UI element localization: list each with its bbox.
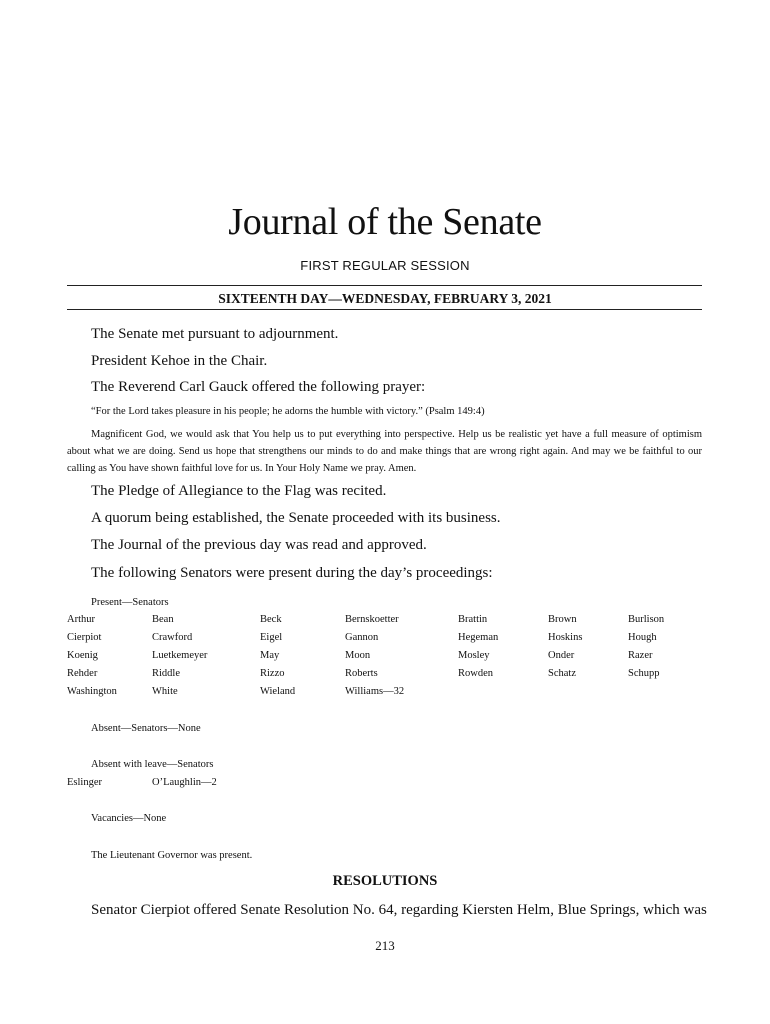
page-title: Journal of the Senate: [228, 201, 542, 243]
senator-name: Beck: [260, 614, 282, 625]
present-label: Present—Senators: [91, 597, 169, 608]
journal-approved-line: The Journal of the previous day was read and approved.: [91, 537, 427, 553]
prayer-intro-line: The Reverend Carl Gauck offered the following prayer:: [91, 379, 426, 395]
senator-name: Brown: [548, 614, 577, 625]
senator-name: Crawford: [152, 632, 193, 643]
senator-name: Koenig: [67, 650, 98, 661]
vacancies-line: Vacancies—None: [91, 813, 167, 824]
senator-name: Schatz: [548, 668, 576, 679]
senator-name: Riddle: [152, 668, 180, 679]
top-rule: [67, 285, 702, 286]
senator-name: Moon: [345, 650, 371, 661]
senators-present-line: The following Senators were present during the day’s proceedings:: [91, 565, 493, 581]
senator-name: Schupp: [628, 668, 660, 679]
senator-name: O’Laughlin—2: [152, 777, 217, 788]
senator-name: Arthur: [67, 614, 95, 625]
senator-name: Rizzo: [260, 668, 285, 679]
senator-name: Hoskins: [548, 632, 583, 643]
senator-name: Gannon: [345, 632, 379, 643]
senator-name: Eslinger: [67, 777, 102, 788]
senator-name: Mosley: [458, 650, 490, 661]
resolutions-heading: RESOLUTIONS: [332, 873, 438, 889]
prayer-body: Magnificent God, we would ask that You help us to put everything into perspective. Help us be realistic yet have a full measure of optimism about what we are doing. Send us hope that strengthens our minds to do and make things that are wrong right again. And may we be faithful to our calling as You have shown faithful love for us. In Your Holy Name we pray. Amen.: [67, 429, 702, 474]
day-heading: SIXTEENTH DAY—WEDNESDAY, FEBRUARY 3, 2021: [218, 291, 552, 306]
absent-leave-label: Absent with leave—Senators: [91, 759, 214, 770]
senator-name: Washington: [67, 686, 117, 697]
senator-name: Eigel: [260, 632, 283, 643]
senator-name: Rowden: [458, 668, 493, 679]
senator-name: Onder: [548, 650, 575, 661]
adjournment-line: The Senate met pursuant to adjournment.: [91, 326, 339, 342]
senator-name: Hegeman: [458, 632, 499, 643]
pledge-line: The Pledge of Allegiance to the Flag was recited.: [91, 483, 387, 499]
senator-name: Bean: [152, 614, 174, 625]
senator-name: Razer: [628, 650, 653, 661]
senator-name: Burlison: [628, 614, 665, 625]
senator-name: May: [260, 650, 280, 661]
prayer-quote: “For the Lord takes pleasure in his people; he adorns the humble with victory.” (Psalm 149:4): [91, 406, 485, 417]
senator-name: Roberts: [345, 668, 378, 679]
senator-name: Bernskoetter: [345, 614, 399, 625]
senator-name: Luetkemeyer: [152, 650, 208, 661]
senator-name: Brattin: [458, 614, 488, 625]
senator-name: Hough: [628, 632, 657, 643]
senator-name: Cierpiot: [67, 632, 102, 643]
lt-governor-line: The Lieutenant Governor was present.: [91, 850, 253, 861]
chair-line: President Kehoe in the Chair.: [91, 353, 268, 369]
senator-name: Wieland: [260, 686, 296, 697]
quorum-line: A quorum being established, the Senate proceeded with its business.: [91, 510, 501, 526]
senator-name: Williams—32: [345, 686, 405, 697]
senator-name: Rehder: [67, 668, 98, 679]
session-label: FIRST REGULAR SESSION: [300, 258, 470, 273]
absent-label: Absent—Senators—None: [91, 723, 201, 734]
senator-name: White: [152, 686, 178, 697]
bottom-rule: [67, 309, 702, 310]
page-number: 213: [375, 938, 395, 953]
resolution-line: Senator Cierpiot offered Senate Resolution No. 64, regarding Kiersten Helm, Blue Springs, which was: [91, 902, 707, 918]
